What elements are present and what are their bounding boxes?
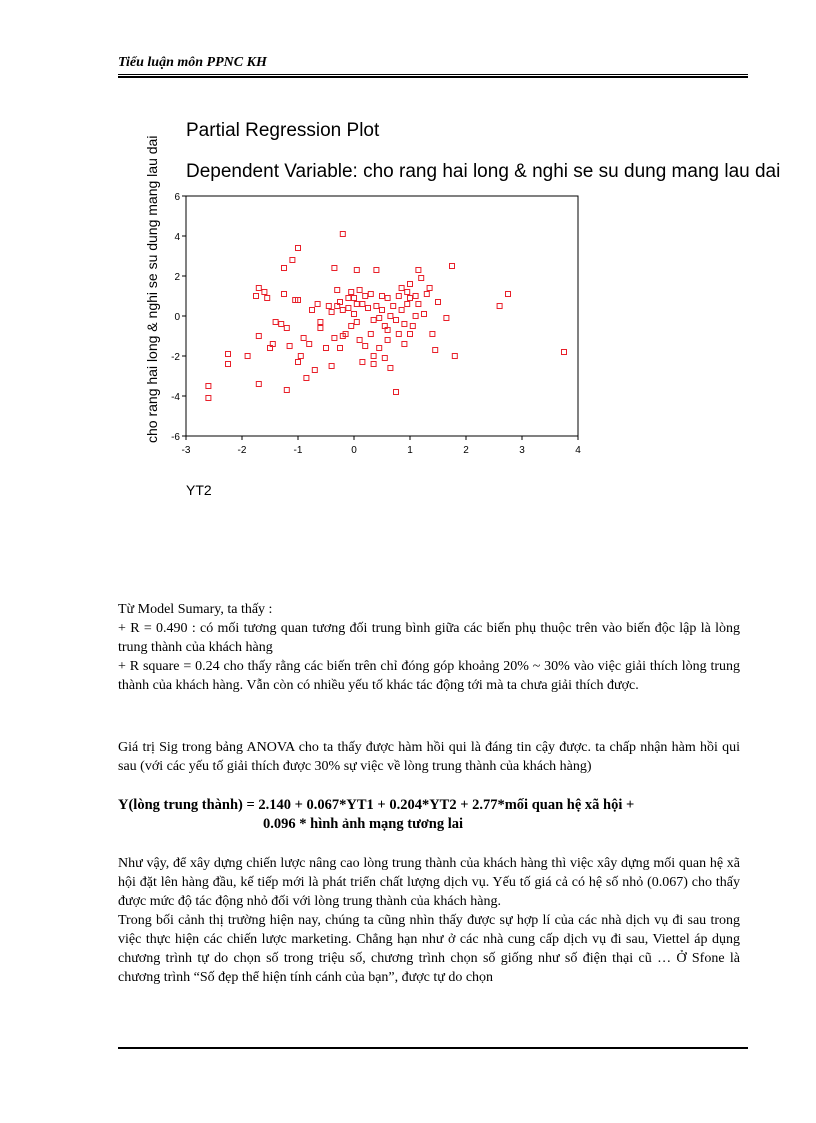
- y-tick-label: -6: [171, 432, 180, 443]
- conclusion-section: [118, 854, 740, 987]
- x-tick-label: 0: [351, 445, 357, 456]
- x-axis-label: YT2: [186, 482, 212, 498]
- y-tick-label: -4: [171, 392, 180, 403]
- x-tick-label: -2: [237, 445, 247, 456]
- chart-title: Partial Regression Plot: [186, 120, 380, 141]
- y-tick-label: 0: [174, 312, 180, 323]
- x-tick-label: -1: [293, 445, 303, 456]
- y-tick-label: 6: [174, 192, 180, 203]
- paragraph: Từ Model Sumary, ta thấy :: [118, 602, 273, 617]
- x-tick-label: 1: [407, 445, 413, 456]
- chart-subtitle: Dependent Variable: cho rang hai long & nghi se su dung mang lau dai: [186, 161, 781, 182]
- y-tick-label: 4: [174, 232, 180, 243]
- y-tick-label: 2: [174, 272, 180, 283]
- anova-section: [118, 738, 740, 776]
- plot-area: [171, 192, 581, 456]
- header-rule-thick: [118, 76, 748, 78]
- paragraph: + R square = 0.24 cho thấy rằng các biến trên chỉ đóng góp khoảng 20% ~ 30% vào việc giải thích lòng trung thành của khách hàng. Vẫn còn có nhiều yếu tố khác tác động tới mà ta chưa giải thích được.: [118, 659, 740, 693]
- y-axis-label: cho rang hai long & nghi se su dung mang lau dai: [144, 135, 160, 443]
- formula-line: Y(lòng trung thành) = 2.140 + 0.067*YT1 + 0.204*YT2 + 2.77*mối quan hệ xã hội +: [118, 797, 635, 813]
- x-tick-label: -3: [181, 445, 191, 456]
- paragraph: Như vậy, để xây dựng chiến lược nâng cao lòng trung thành của khách hàng thì việc xây dựng mối quan hệ xã hội đặt lên hàng đầu, kế tiếp mới là phát triển chất lượng dịch vụ. Yếu tố giá cả có hệ số nhỏ (0.067) cho thấy được mức độ tác động nhỏ đối với lòng trung thành của khách hàng.: [118, 856, 740, 909]
- x-tick-label: 4: [575, 445, 581, 456]
- x-tick-label: 2: [463, 445, 469, 456]
- formula-line: 0.096 * hình ảnh mạng tương lai: [263, 816, 464, 832]
- paragraph: Giá trị Sig trong bảng ANOVA cho ta thấy được hàm hồi qui là đáng tin cậy được. ta chấp nhận hàm hồi qui sau (với các yếu tố giải thích được 30% sự việc về lòng trung thành của khách hàng): [118, 740, 740, 774]
- footer-rule: [118, 1047, 748, 1049]
- header-title: Tiểu luận môn PPNC KH: [118, 55, 267, 70]
- x-tick-label: 3: [519, 445, 525, 456]
- regression-formula: [118, 796, 748, 834]
- paragraph: Trong bối cảnh thị trường hiện nay, chúng ta cũng nhìn thấy được sự hợp lí của các nhà dịch vụ đi sau trong việc thực hiện các chiến lược marketing. Chẳng hạn như ở các nhà cung cấp dịch vụ đi sau, Viettel áp dụng chương trình tự do chọn số trong triệu số, chương trình chọn số giống như số điện thại cũ … Ở Sfone là chương trình “Số đẹp thể hiện tính cánh của bạn”, được tự do chọn: [118, 913, 740, 985]
- header-rule: [118, 74, 748, 75]
- paragraph: + R = 0.490 : có mối tương quan tương đối trung bình giữa các biến phụ thuộc trên vào biến độc lập là lòng trung thành của khách hàng: [118, 621, 740, 655]
- y-tick-label: -2: [171, 352, 180, 363]
- partial-regression-plot: [140, 100, 781, 500]
- model-summary-section: [118, 600, 740, 695]
